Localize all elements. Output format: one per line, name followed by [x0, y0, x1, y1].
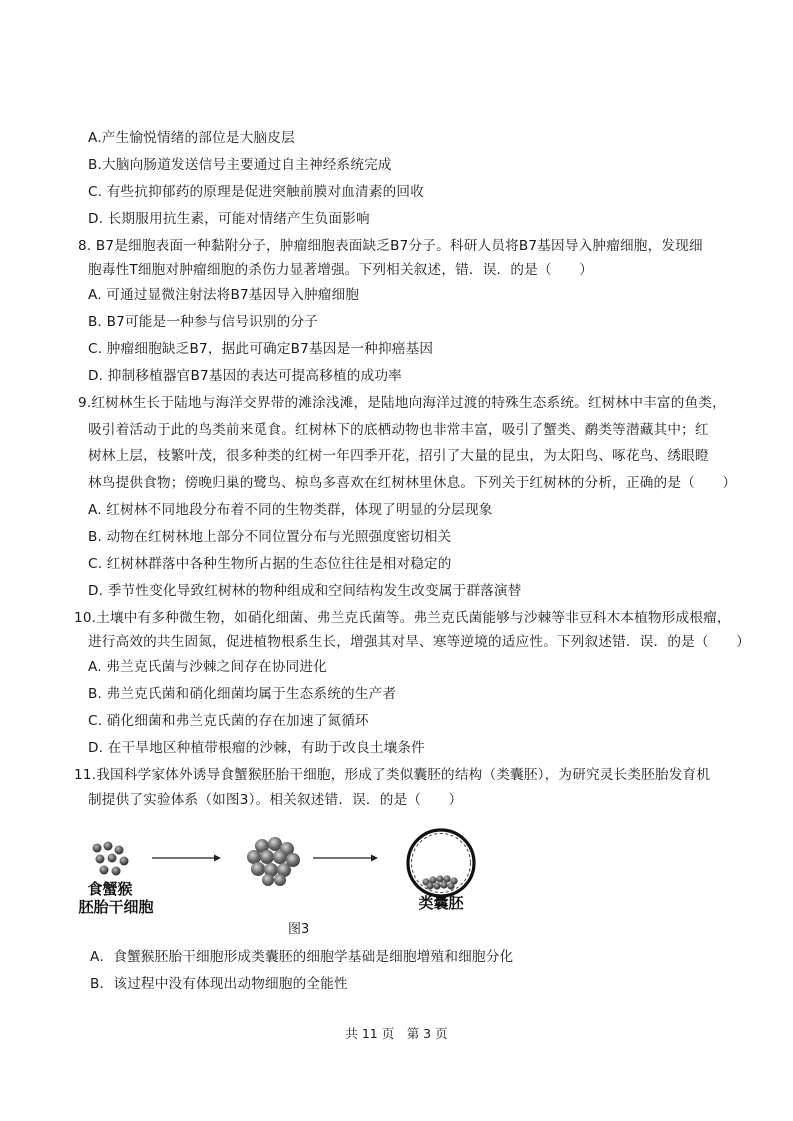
figure-label-stem-cells: 胚胎干细胞: [78, 898, 154, 916]
q8-option-b: B. B7可能是一种参与信号识别的分子: [88, 314, 319, 330]
q9-option-c: C. 红树林群落中各种生物所占据的生态位往往是相对稳定的: [88, 556, 452, 572]
q9-stem-line-2: 吸引着活动于此的鸟类前来觅食。红树林下的底栖动物也非常丰富，吸引了蟹类、鹬类等潜藏其中；红: [88, 422, 709, 438]
figure-label-monkey: 食蟹猴: [87, 880, 133, 898]
q11-stem-line-1: 11.我国科学家体外诱导食蟹猴胚胎干细胞，形成了类似囊胚的结构（类囊胚），为研究灵长类胚胎发育机: [74, 767, 711, 783]
arrow-right-icon: [152, 855, 221, 862]
q11-option-b: B．该过程中没有体现出动物细胞的全能性: [90, 976, 348, 992]
figure-label-blastoid: 类囊胚: [418, 894, 464, 912]
q10-stem-line-2: 进行高效的共生固氮，促进植物根系生长，增强其对旱、寒等逆境的适应性。下列叙述错．误．的是（ ）: [88, 634, 751, 650]
q9-option-d: D. 季节性变化导致红树林的物种组成和空间结构发生改变属于群落演替: [88, 583, 522, 599]
stem-cells-icon: [93, 842, 129, 876]
q7-option-b: B.大脑向肠道发送信号主要通过自主神经系统完成: [88, 157, 392, 173]
q10-option-c: C. 硝化细菌和弗兰克氏菌的存在加速了氮循环: [88, 713, 369, 729]
q7-option-a: A.产生愉悦情绪的部位是大脑皮层: [88, 130, 295, 146]
figure-caption: 图3: [288, 922, 310, 937]
q9-stem-line-4: 林鸟提供食物；傍晚归巢的鹭鸟、椋鸟多喜欢在红树林里休息。下列关于红树林的分析，正确的是（ ）: [88, 475, 737, 491]
q11-option-a: A．食蟹猴胚胎干细胞形成类囊胚的细胞学基础是细胞增殖和细胞分化: [90, 949, 514, 965]
q7-option-d: D. 长期服用抗生素，可能对情绪产生负面影响: [88, 211, 370, 227]
cell-aggregate-icon: [247, 837, 300, 886]
q10-stem-line-1: 10.土壤中有多种微生物，如硝化细菌、弗兰克氏菌等。弗兰克氏菌能够与沙棘等非豆科木本植物形成根瘤，: [74, 610, 731, 626]
q8-stem-line-1: 8. B7是细胞表面一种黏附分子，肿瘤细胞表面缺乏B7分子。科研人员将B7基因导入肿瘤细胞，发现细: [78, 238, 703, 254]
q10-option-d: D. 在干旱地区种植带根瘤的沙棘，有助于改良土壤条件: [88, 740, 425, 756]
q8-option-d: D. 抑制移植器官B7基因的表达可提高移植的成功率: [88, 368, 402, 384]
q10-option-b: B. 弗兰克氏菌和硝化细菌均属于生态系统的生产者: [88, 686, 397, 702]
q8-stem-line-2: 胞毒性T细胞对肿瘤细胞的杀伤力显著增强。下列相关叙述，错．误．的是（ ）: [88, 262, 594, 278]
q10-option-a: A. 弗兰克氏菌与沙棘之间存在协同进化: [88, 659, 328, 675]
q11-stem-line-2: 制提供了实验体系（如图3）。相关叙述错．误．的是（ ）: [88, 792, 463, 808]
q8-option-c: C. 肿瘤细胞缺乏B7，据此可确定B7基因是一种抑癌基因: [88, 341, 434, 357]
q9-option-b: B. 动物在红树林地上部分不同位置分布与光照强度密切相关: [88, 529, 452, 545]
q8-option-a: A. 可通过显微注射法将B7基因导入肿瘤细胞: [88, 287, 360, 303]
page-footer: 共 11 页 第 3 页: [345, 1026, 448, 1041]
arrow-right-icon: [313, 855, 378, 862]
blastoid-icon: [408, 830, 474, 896]
q9-stem-line-1: 9.红树林生长于陆地与海洋交界带的滩涂浅滩，是陆地向海洋过渡的特殊生态系统。红树林中丰富的鱼类，: [78, 395, 726, 411]
q9-option-a: A. 红树林不同地段分布着不同的生物类群，体现了明显的分层现象: [88, 502, 493, 518]
q9-stem-line-3: 树林上层，枝繁叶茂，很多种类的红树一年四季开花，招引了大量的昆虫，为太阳鸟、啄花鸟、绣眼瞪: [88, 448, 709, 464]
q7-option-c: C. 有些抗抑郁药的原理是促进突触前膜对血清素的回收: [88, 184, 424, 200]
